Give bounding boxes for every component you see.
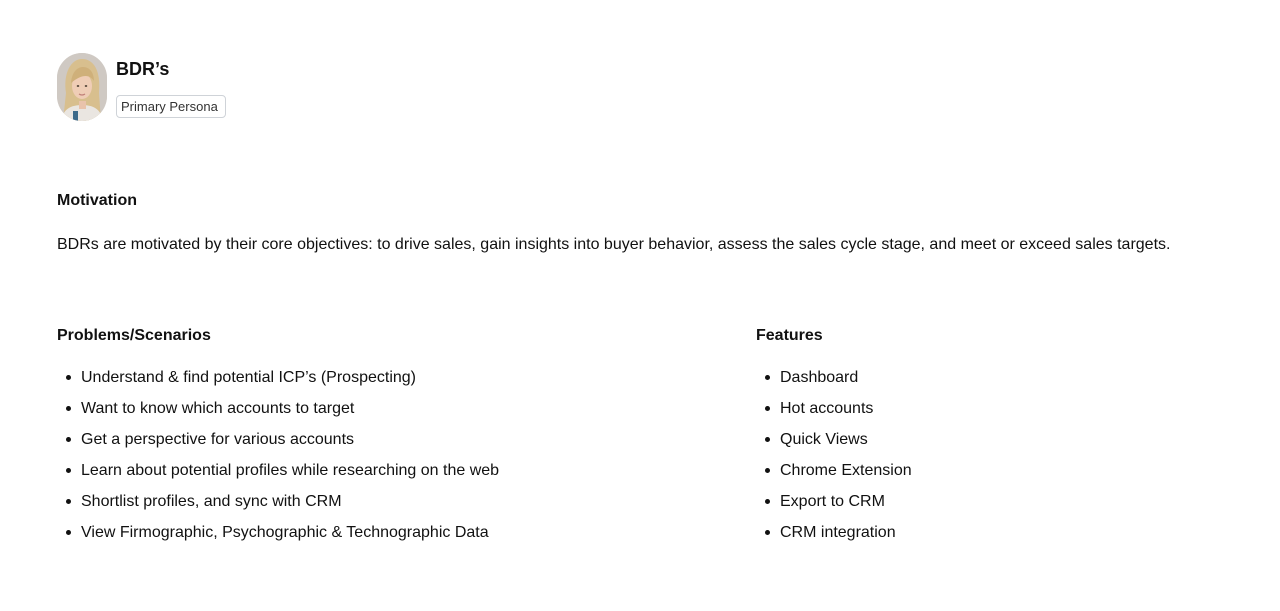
feature-item-text: Chrome Extension xyxy=(780,462,912,479)
problems-section xyxy=(57,326,697,548)
problem-item-text: Get a perspective for various accounts xyxy=(81,431,355,448)
motivation-section xyxy=(57,191,1217,256)
bullet-icon xyxy=(66,406,71,411)
feature-item-text: Quick Views xyxy=(780,431,868,448)
bullet-icon xyxy=(66,499,71,504)
feature-item xyxy=(756,455,1216,486)
bullet-icon xyxy=(765,375,770,380)
persona-title: BDR’s xyxy=(116,59,170,79)
feature-item xyxy=(756,517,1216,548)
problem-item-text: Want to know which accounts to target xyxy=(81,400,355,417)
persona-header xyxy=(57,53,226,121)
motivation-text: BDRs are motivated by their core objectives: to drive sales, gain insights into buyer behavior, assess the sales cycle stage, and meet or exceed sales targets. xyxy=(57,236,1171,253)
feature-item xyxy=(756,424,1216,455)
bullet-icon xyxy=(66,468,71,473)
feature-item-text: CRM integration xyxy=(780,524,896,541)
bullet-icon xyxy=(66,437,71,442)
avatar-photo xyxy=(57,53,107,121)
feature-item xyxy=(756,362,1216,393)
problems-heading: Problems/Scenarios xyxy=(57,327,211,344)
motivation-heading: Motivation xyxy=(57,192,137,209)
bullet-icon xyxy=(765,406,770,411)
problem-item xyxy=(57,393,697,424)
bullet-icon xyxy=(66,530,71,535)
bullet-icon xyxy=(765,530,770,535)
problem-item xyxy=(57,455,697,486)
feature-item-text: Export to CRM xyxy=(780,493,885,510)
persona-meta xyxy=(116,53,226,118)
problem-item xyxy=(57,424,697,455)
problem-item xyxy=(57,486,697,517)
problem-item-text: Understand & find potential ICP’s (Prospecting) xyxy=(81,369,416,386)
problem-item-text: Learn about potential profiles while researching on the web xyxy=(81,462,500,479)
features-section xyxy=(756,326,1216,548)
bullet-icon xyxy=(66,375,71,380)
bullet-icon xyxy=(765,468,770,473)
bullet-icon xyxy=(765,437,770,442)
avatar xyxy=(57,53,107,121)
feature-item xyxy=(756,486,1216,517)
feature-item xyxy=(756,393,1216,424)
problem-item-text: View Firmographic, Psychographic & Technographic Data xyxy=(81,524,489,541)
problems-list xyxy=(57,362,697,548)
problem-item xyxy=(57,362,697,393)
features-list xyxy=(756,362,1216,548)
feature-item-text: Dashboard xyxy=(780,369,859,386)
problem-item xyxy=(57,517,697,548)
feature-item-text: Hot accounts xyxy=(780,400,874,417)
problem-item-text: Shortlist profiles, and sync with CRM xyxy=(81,493,342,510)
bullet-icon xyxy=(765,499,770,504)
features-heading: Features xyxy=(756,327,823,344)
primary-persona-badge: Primary Persona xyxy=(116,95,226,118)
